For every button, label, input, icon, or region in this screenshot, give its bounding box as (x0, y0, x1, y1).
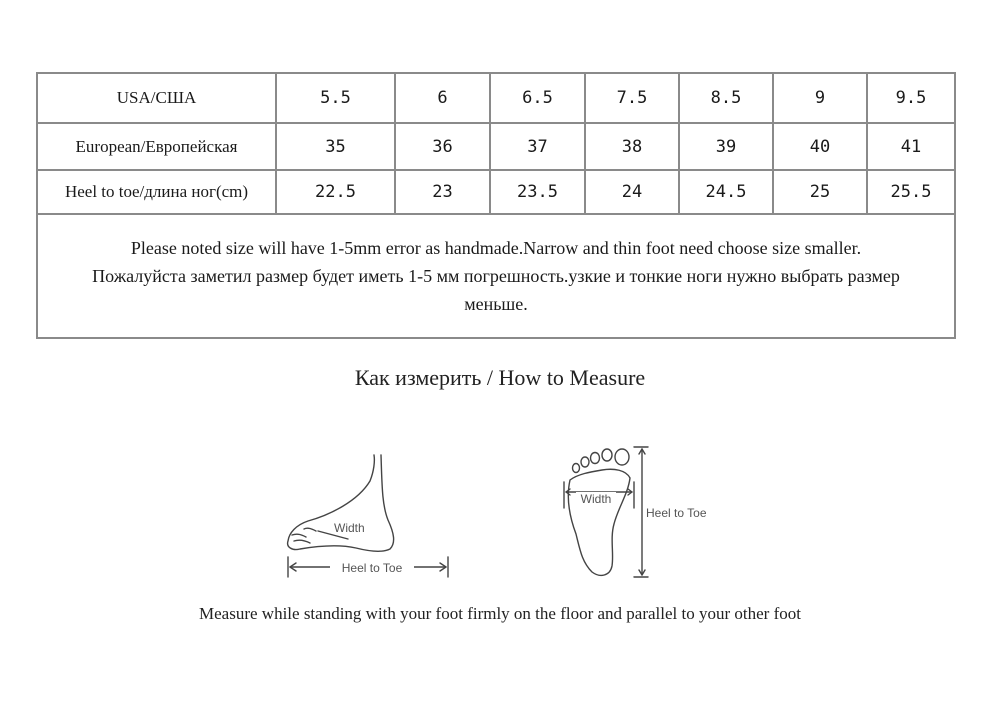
table-cell: 40 (773, 123, 867, 170)
table-cell: 38 (585, 123, 679, 170)
sole-length-label: Heel to Toe (646, 506, 707, 520)
note-line-russian-end: меньше. (464, 294, 528, 314)
toe-2 (602, 449, 612, 461)
foot-sole-view-diagram (552, 438, 742, 580)
table-cell: 39 (679, 123, 773, 170)
toe-5 (573, 464, 580, 473)
table-row-usa-size (37, 73, 955, 123)
table-row-heel-to-toe (37, 170, 955, 214)
row-label-heel-to-toe: Heel to toe/длина ног(cm) (37, 170, 276, 214)
toe-lines (292, 528, 316, 543)
row-label-usa: USA/США (37, 73, 276, 123)
table-cell: 35 (276, 123, 395, 170)
table-cell: 9 (773, 73, 867, 123)
side-width-label: Width (334, 521, 365, 535)
foot-side-view-diagram (278, 445, 458, 585)
table-cell: 6.5 (490, 73, 585, 123)
table-cell: 24 (585, 170, 679, 214)
sole-outline (568, 469, 630, 575)
table-cell: 25.5 (867, 170, 955, 214)
table-cell: 5.5 (276, 73, 395, 123)
table-row-note (37, 214, 955, 338)
sole-width-label: Width (580, 492, 612, 506)
table-cell: 36 (395, 123, 490, 170)
table-cell: 23.5 (490, 170, 585, 214)
table-cell: 22.5 (276, 170, 395, 214)
table-cell: 7.5 (585, 73, 679, 123)
table-cell: 41 (867, 123, 955, 170)
measure-caption: Measure while standing with your foot firmly on the floor and parallel to your other foot (199, 604, 801, 623)
toe-3 (591, 453, 600, 464)
table-cell: 6 (395, 73, 490, 123)
size-note (37, 214, 955, 338)
toe-big (615, 449, 629, 465)
table-cell: 9.5 (867, 73, 955, 123)
table-cell: 24.5 (679, 170, 773, 214)
table-row-european-size (37, 123, 955, 170)
size-chart-table (36, 72, 956, 339)
table-cell: 25 (773, 170, 867, 214)
note-line-russian: Пожалуйста заметил размер будет иметь 1-5 мм погрешность.узкие и тонкие ноги нужно выбрать размер (92, 266, 900, 286)
note-line-english: Please noted size will have 1-5mm error as handmade.Narrow and thin foot need choose size smaller. (130, 238, 862, 258)
table-cell: 8.5 (679, 73, 773, 123)
how-to-measure-title: Как измерить / How to Measure (354, 365, 646, 390)
table-cell: 37 (490, 123, 585, 170)
table-cell: 23 (395, 170, 490, 214)
toe-4 (581, 457, 589, 467)
row-label-european: European/Европейская (37, 123, 276, 170)
side-length-label: Heel to Toe (341, 561, 403, 575)
